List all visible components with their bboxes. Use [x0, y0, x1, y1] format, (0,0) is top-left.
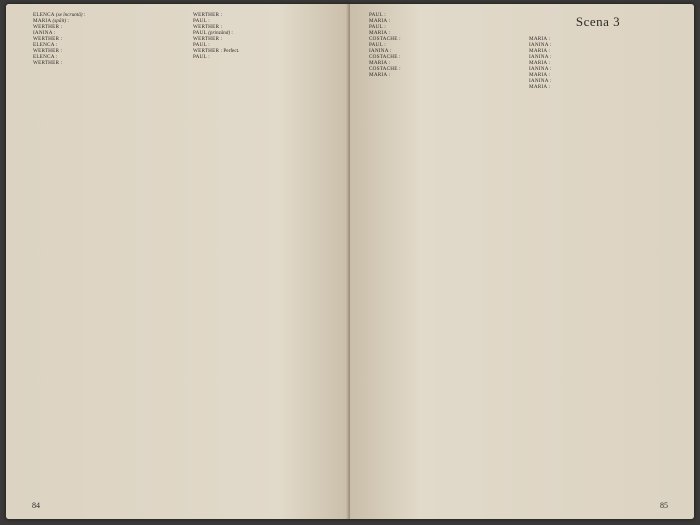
script-paragraph: IANINA :: [529, 42, 552, 49]
left-page-columns: [28, 12, 336, 497]
right-page-columns: [364, 12, 672, 497]
speaker-name: WERTHER: [33, 36, 61, 43]
left-page-number: 84: [32, 501, 40, 510]
script-paragraph: PAUL :: [193, 18, 210, 25]
script-paragraph: MARIA :: [529, 84, 550, 91]
script-paragraph: MARIA :: [529, 72, 550, 79]
left-page: [6, 4, 350, 519]
script-paragraph: ELENCA :: [33, 54, 58, 61]
speaker-name: MARIA: [369, 60, 389, 67]
speaker-name: MARIA: [529, 48, 549, 55]
script-paragraph: WERTHER :: [33, 48, 63, 55]
speaker-name: WERTHER: [193, 24, 221, 31]
script-paragraph: MARIA :: [529, 60, 550, 67]
speaker-name: MARIA: [369, 18, 389, 25]
script-paragraph: PAUL :: [193, 42, 210, 49]
speaker-name: IANINA: [529, 42, 550, 49]
script-paragraph: MARIA :: [529, 36, 550, 42]
left-page-column-2: [188, 12, 336, 497]
speaker-name: COSTACHE: [369, 54, 400, 61]
script-paragraph: PAUL :: [369, 42, 386, 49]
speaker-name: ELENCA: [33, 12, 56, 18]
scene-title: Scena 3: [575, 14, 621, 29]
speaker-name: WERTHER: [33, 48, 61, 55]
script-paragraph: IANINA :: [529, 54, 552, 61]
script-paragraph: WERTHER :: [193, 24, 223, 31]
speaker-name: MARIA: [529, 72, 549, 79]
speaker-name: WERTHER: [193, 36, 221, 43]
script-paragraph: PAUL (prinzând) :: [193, 30, 233, 37]
speaker-name: MARIA: [33, 18, 53, 25]
speaker-name: IANINA: [33, 30, 54, 37]
right-page: [350, 4, 694, 519]
script-paragraph: ELENCA (se încruntă) :: [33, 12, 86, 18]
script-paragraph: PAUL :: [369, 24, 386, 31]
script-paragraph: IANINA :: [33, 30, 56, 37]
speaker-name: IANINA: [369, 48, 390, 55]
speaker-name: ELENCA: [33, 42, 56, 49]
script-paragraph: IANINA :: [529, 66, 552, 73]
script-paragraph: IANINA :: [369, 48, 392, 55]
speaker-name: PAUL: [369, 12, 385, 18]
speaker-name: WERTHER: [193, 12, 221, 18]
stage-direction: (se încruntă): [55, 12, 83, 18]
script-paragraph: MARIA (spăit) :: [33, 18, 69, 25]
script-paragraph: WERTHER :: [33, 24, 63, 31]
speaker-name: MARIA: [369, 30, 389, 37]
script-paragraph: WERTHER :: [33, 60, 63, 67]
speaker-name: MARIA: [529, 36, 549, 42]
speaker-name: COSTACHE: [369, 36, 400, 43]
right-page-column-1: [364, 12, 512, 497]
speaker-name: WERTHER: [33, 60, 61, 67]
script-paragraph: WERTHER :: [193, 12, 223, 18]
script-paragraph: MARIA :: [529, 48, 550, 55]
speaker-name: PAUL: [193, 42, 209, 49]
script-paragraph: MARIA :: [369, 72, 390, 79]
script-paragraph: WERTHER :: [193, 36, 223, 43]
speaker-name: PAUL: [193, 18, 209, 25]
script-paragraph: PAUL :: [193, 54, 210, 61]
script-paragraph: PAUL :: [369, 12, 386, 18]
right-page-number: 85: [660, 501, 668, 510]
script-paragraph: WERTHER :: [33, 36, 63, 43]
speaker-name: PAUL: [369, 42, 385, 49]
speaker-name: COSTACHE: [369, 66, 400, 73]
speaker-name: WERTHER: [33, 24, 61, 31]
book-spread: [6, 4, 694, 519]
script-paragraph: IANINA :: [529, 78, 552, 85]
script-paragraph: WERTHER : Perfect.: [193, 48, 240, 55]
left-page-column-1: [28, 12, 176, 497]
speaker-name: MARIA: [369, 72, 389, 79]
speaker-name: ELENCA: [33, 54, 56, 61]
dialogue-text: Perfect.: [223, 48, 240, 55]
stage-direction: (spăit): [52, 18, 67, 25]
speaker-name: IANINA: [529, 78, 550, 85]
stage-direction: (prinzând): [208, 30, 231, 37]
script-paragraph: COSTACHE :: [369, 36, 401, 43]
script-paragraph: ELENCA :: [33, 42, 58, 49]
script-paragraph: MARIA :: [369, 18, 390, 25]
speaker-name: IANINA: [529, 54, 550, 61]
speaker-name: IANINA: [529, 66, 550, 73]
script-paragraph: COSTACHE :: [369, 66, 401, 73]
speaker-name: PAUL: [369, 24, 385, 31]
script-paragraph: COSTACHE :: [369, 54, 401, 61]
script-paragraph: MARIA :: [369, 30, 390, 37]
speaker-name: PAUL: [193, 30, 209, 37]
speaker-name: MARIA: [529, 84, 549, 91]
speaker-name: WERTHER: [193, 48, 221, 55]
script-paragraph: MARIA :: [369, 60, 390, 67]
right-page-column-2: [524, 12, 672, 497]
speaker-name: MARIA: [529, 60, 549, 67]
speaker-name: PAUL: [193, 54, 209, 61]
